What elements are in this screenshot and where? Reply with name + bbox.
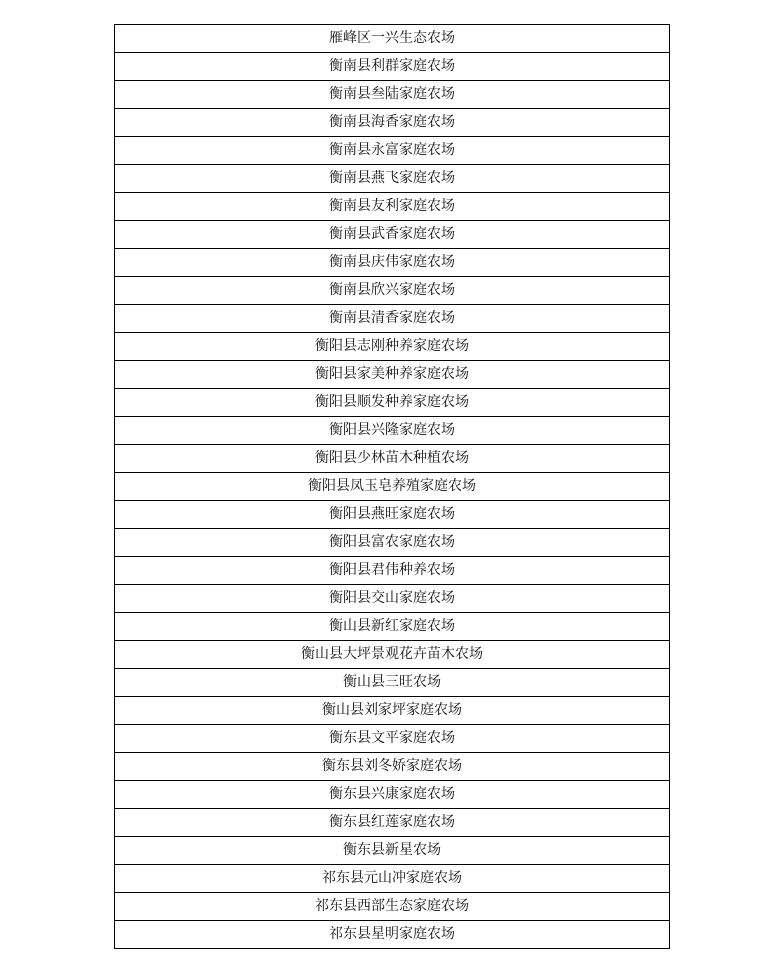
table-row	[115, 277, 670, 305]
table-row	[115, 221, 670, 249]
farm-name-cell: 衡东县红莲家庭农场	[115, 809, 670, 837]
table-row	[115, 249, 670, 277]
table-row	[115, 333, 670, 361]
farm-name-cell: 衡南县清香家庭农场	[115, 305, 670, 333]
farm-name-cell: 衡东县刘冬娇家庭农场	[115, 753, 670, 781]
table-row	[115, 445, 670, 473]
farm-name-cell: 衡阳县凤玉皂养殖家庭农场	[115, 473, 670, 501]
table-row	[115, 893, 670, 921]
farm-name-cell: 祁东县西部生态家庭农场	[115, 893, 670, 921]
farm-name-cell: 衡南县海香家庭农场	[115, 109, 670, 137]
table-row	[115, 753, 670, 781]
farm-name-cell: 衡阳县富农家庭农场	[115, 529, 670, 557]
table-row	[115, 613, 670, 641]
table-row	[115, 837, 670, 865]
farm-name-cell: 衡南县庆伟家庭农场	[115, 249, 670, 277]
farm-name-cell: 衡阳县交山家庭农场	[115, 585, 670, 613]
farm-name-cell: 衡阳县燕旺家庭农场	[115, 501, 670, 529]
farm-name-cell: 衡南县燕飞家庭农场	[115, 165, 670, 193]
table-row	[115, 557, 670, 585]
table-row	[115, 165, 670, 193]
farm-name-cell: 雁峰区一兴生态农场	[115, 25, 670, 53]
farm-name-cell: 衡南县欣兴家庭农场	[115, 277, 670, 305]
farm-list-table	[114, 24, 670, 949]
table-row	[115, 389, 670, 417]
table-row	[115, 529, 670, 557]
farm-name-cell: 衡阳县少林苗木种植农场	[115, 445, 670, 473]
farm-name-cell: 衡山县大坪景观花卉苗木农场	[115, 641, 670, 669]
farm-name-cell: 衡东县兴康家庭农场	[115, 781, 670, 809]
farm-name-cell: 衡阳县兴隆家庭农场	[115, 417, 670, 445]
table-row	[115, 193, 670, 221]
farm-name-cell: 衡山县三旺农场	[115, 669, 670, 697]
table-row	[115, 669, 670, 697]
table-row	[115, 501, 670, 529]
table-row	[115, 809, 670, 837]
farm-name-cell: 衡东县新星农场	[115, 837, 670, 865]
farm-name-cell: 衡阳县君伟种养农场	[115, 557, 670, 585]
table-row	[115, 865, 670, 893]
farm-name-cell: 衡南县利群家庭农场	[115, 53, 670, 81]
farm-name-cell: 衡南县叁陆家庭农场	[115, 81, 670, 109]
farm-list-table-container	[114, 24, 670, 949]
table-row	[115, 473, 670, 501]
farm-name-cell: 衡阳县顺发种养家庭农场	[115, 389, 670, 417]
table-row	[115, 921, 670, 949]
table-row	[115, 137, 670, 165]
farm-name-cell: 衡阳县家美种养家庭农场	[115, 361, 670, 389]
farm-name-cell: 衡阳县志刚种养家庭农场	[115, 333, 670, 361]
table-row	[115, 53, 670, 81]
table-row	[115, 25, 670, 53]
farm-list-body	[115, 25, 670, 949]
farm-name-cell: 衡山县刘家坪家庭农场	[115, 697, 670, 725]
table-row	[115, 725, 670, 753]
farm-name-cell: 衡山县新红家庭农场	[115, 613, 670, 641]
table-row	[115, 109, 670, 137]
table-row	[115, 305, 670, 333]
farm-name-cell: 衡南县永富家庭农场	[115, 137, 670, 165]
farm-name-cell: 祁东县元山冲家庭农场	[115, 865, 670, 893]
farm-name-cell: 衡东县文平家庭农场	[115, 725, 670, 753]
farm-name-cell: 祁东县星明家庭农场	[115, 921, 670, 949]
table-row	[115, 781, 670, 809]
table-row	[115, 697, 670, 725]
table-row	[115, 585, 670, 613]
table-row	[115, 417, 670, 445]
table-row	[115, 81, 670, 109]
table-row	[115, 361, 670, 389]
table-row	[115, 641, 670, 669]
farm-name-cell: 衡南县武香家庭农场	[115, 221, 670, 249]
farm-name-cell: 衡南县友利家庭农场	[115, 193, 670, 221]
